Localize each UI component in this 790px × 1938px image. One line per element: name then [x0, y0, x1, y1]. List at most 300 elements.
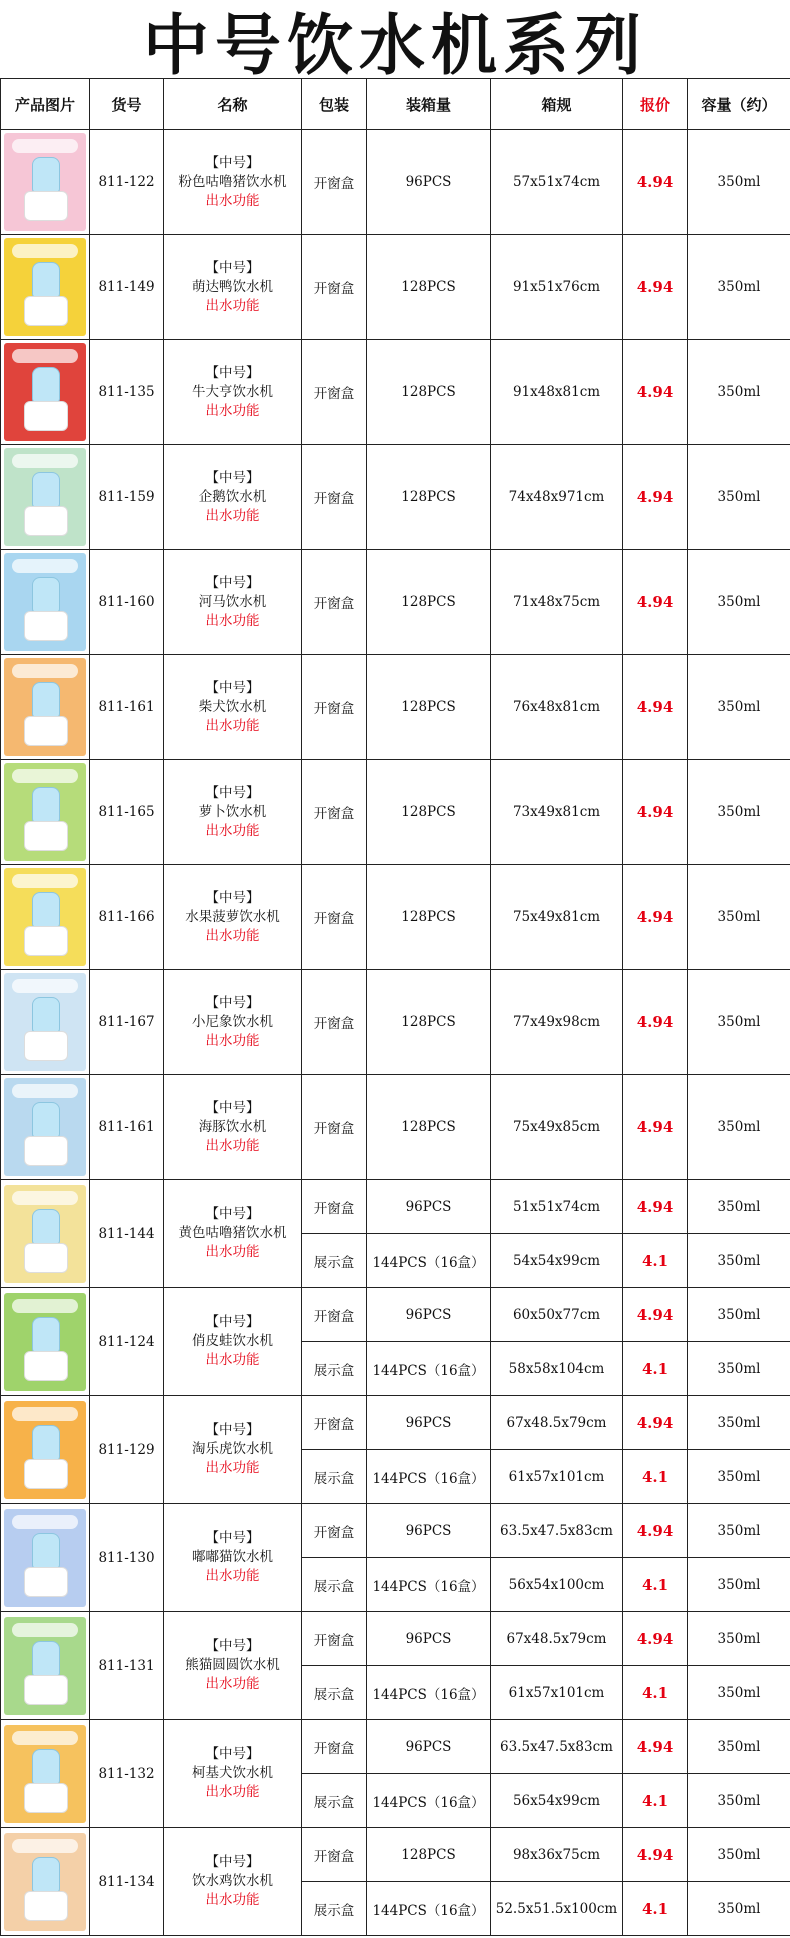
product-banner [12, 874, 78, 888]
product-feature: 出水功能 [205, 822, 260, 839]
dispenser-body-icon [24, 1459, 68, 1489]
product-feature: 出水功能 [205, 1460, 260, 1476]
dispenser-body-icon [24, 1243, 68, 1273]
quantity: 144PCS（16盒） [367, 1558, 491, 1612]
product-code: 811-144 [90, 1180, 164, 1288]
price: 4.94 [623, 655, 688, 760]
price: 4.94 [623, 865, 688, 970]
packaging: 开窗盒 [302, 1075, 367, 1180]
product-feature: 出水功能 [205, 1032, 260, 1049]
quantity: 144PCS（16盒） [367, 1882, 491, 1936]
table-row [1, 550, 790, 655]
product-image [4, 238, 86, 336]
product-banner [12, 1191, 78, 1205]
price: 4.94 [623, 970, 688, 1075]
table-row [1, 445, 790, 550]
water-bottle-icon [32, 472, 60, 508]
product-banner [12, 1407, 78, 1421]
quantity: 96PCS [367, 1504, 491, 1558]
header-price: 报价 [623, 79, 688, 130]
packaging: 开窗盒 [302, 1504, 367, 1558]
product-name-cell [164, 1504, 302, 1612]
price: 4.1 [623, 1774, 688, 1828]
product-feature: 出水功能 [205, 1568, 260, 1584]
box-size: 98x36x75cm [491, 1828, 623, 1882]
capacity: 350ml [688, 1450, 790, 1504]
packaging: 开窗盒 [302, 760, 367, 865]
water-bottle-icon [32, 367, 60, 403]
quantity: 144PCS（16盒） [367, 1450, 491, 1504]
product-code: 811-161 [90, 655, 164, 760]
product-image-cell [1, 1180, 90, 1288]
product-code: 811-134 [90, 1828, 164, 1936]
product-name: 俏皮蛙饮水机 [192, 1333, 273, 1349]
product-image [4, 343, 86, 441]
product-size: 【中号】 [205, 574, 260, 591]
table-row [1, 340, 790, 445]
table-body [1, 130, 790, 1936]
water-bottle-icon [32, 1209, 60, 1245]
product-feature: 出水功能 [205, 1352, 260, 1368]
product-image [4, 1833, 86, 1931]
product-image [4, 1725, 86, 1823]
quantity: 144PCS（16盒） [367, 1234, 491, 1288]
product-code: 811-135 [90, 340, 164, 445]
table-row [1, 1288, 790, 1342]
packaging: 开窗盒 [302, 1288, 367, 1342]
product-banner [12, 244, 78, 258]
table-row [1, 970, 790, 1075]
quantity: 96PCS [367, 1612, 491, 1666]
product-banner [12, 769, 78, 783]
box-size: 91x48x81cm [491, 340, 623, 445]
quantity: 128PCS [367, 1828, 491, 1882]
price: 4.1 [623, 1450, 688, 1504]
packaging: 展示盒 [302, 1234, 367, 1288]
product-image-cell [1, 1288, 90, 1396]
product-size: 【中号】 [205, 1422, 260, 1438]
packaging: 开窗盒 [302, 445, 367, 550]
product-image-cell [1, 130, 90, 235]
dispenser-body-icon [24, 1675, 68, 1705]
dispenser-body-icon [24, 1031, 68, 1061]
capacity: 350ml [688, 1720, 790, 1774]
product-image-cell [1, 235, 90, 340]
price: 4.94 [623, 1828, 688, 1882]
box-size: 67x48.5x79cm [491, 1612, 623, 1666]
quantity: 128PCS [367, 970, 491, 1075]
price: 4.94 [623, 340, 688, 445]
product-image [4, 133, 86, 231]
table-row [1, 1180, 790, 1234]
box-size: 75x49x81cm [491, 865, 623, 970]
capacity: 350ml [688, 1558, 790, 1612]
product-image [4, 1078, 86, 1176]
packaging: 开窗盒 [302, 130, 367, 235]
product-name: 淘乐虎饮水机 [192, 1441, 273, 1457]
product-code: 811-131 [90, 1612, 164, 1720]
price: 4.94 [623, 1720, 688, 1774]
product-image-cell [1, 970, 90, 1075]
product-size: 【中号】 [205, 1746, 260, 1762]
product-name: 熊猫圆圆饮水机 [185, 1657, 280, 1673]
packaging: 开窗盒 [302, 550, 367, 655]
product-name: 嘟嘟猫饮水机 [192, 1549, 273, 1565]
capacity: 350ml [688, 1666, 790, 1720]
quantity: 144PCS（16盒） [367, 1774, 491, 1828]
product-name: 水果菠萝饮水机 [185, 908, 280, 925]
dispenser-body-icon [24, 1351, 68, 1381]
product-name: 企鹅饮水机 [198, 488, 267, 505]
product-name: 饮水鸡饮水机 [192, 1873, 273, 1889]
packaging: 展示盒 [302, 1342, 367, 1396]
product-banner [12, 1623, 78, 1637]
product-code: 811-166 [90, 865, 164, 970]
packaging: 开窗盒 [302, 655, 367, 760]
capacity: 350ml [688, 1882, 790, 1936]
product-image-cell [1, 1504, 90, 1612]
product-code: 811-160 [90, 550, 164, 655]
capacity: 350ml [688, 1774, 790, 1828]
product-size: 【中号】 [205, 1099, 260, 1116]
packaging: 展示盒 [302, 1882, 367, 1936]
quantity: 96PCS [367, 1396, 491, 1450]
dispenser-body-icon [24, 401, 68, 431]
product-banner [12, 349, 78, 363]
price: 4.94 [623, 1288, 688, 1342]
product-name: 粉色咕噜猪饮水机 [178, 173, 287, 190]
product-banner [12, 979, 78, 993]
product-image-cell [1, 1075, 90, 1180]
product-name-cell [164, 130, 302, 235]
box-size: 63.5x47.5x83cm [491, 1720, 623, 1774]
product-image [4, 1617, 86, 1715]
price: 4.94 [623, 1612, 688, 1666]
product-banner [12, 1299, 78, 1313]
box-size: 54x54x99cm [491, 1234, 623, 1288]
quantity: 96PCS [367, 1720, 491, 1774]
price: 4.94 [623, 1504, 688, 1558]
product-size: 【中号】 [205, 1854, 260, 1870]
packaging: 开窗盒 [302, 340, 367, 445]
product-feature: 出水功能 [205, 717, 260, 734]
product-code: 811-129 [90, 1396, 164, 1504]
quantity: 96PCS [367, 1288, 491, 1342]
product-size: 【中号】 [205, 889, 260, 906]
capacity: 350ml [688, 550, 790, 655]
product-image-cell [1, 1828, 90, 1936]
water-bottle-icon [32, 1641, 60, 1677]
product-table [0, 78, 790, 1936]
price: 4.94 [623, 130, 688, 235]
dispenser-body-icon [24, 611, 68, 641]
quantity: 144PCS（16盒） [367, 1342, 491, 1396]
product-name: 牛大亨饮水机 [192, 383, 273, 400]
product-name-cell [164, 1396, 302, 1504]
price: 4.94 [623, 760, 688, 865]
table-row [1, 1612, 790, 1666]
dispenser-body-icon [24, 821, 68, 851]
product-name-cell [164, 1075, 302, 1180]
water-bottle-icon [32, 787, 60, 823]
water-bottle-icon [32, 1317, 60, 1353]
dispenser-body-icon [24, 1567, 68, 1597]
water-bottle-icon [32, 1102, 60, 1138]
dispenser-body-icon [24, 716, 68, 746]
product-code: 811-167 [90, 970, 164, 1075]
product-banner [12, 454, 78, 468]
table-row [1, 130, 790, 235]
product-name: 小尼象饮水机 [192, 1013, 273, 1030]
product-name-cell [164, 1828, 302, 1936]
dispenser-body-icon [24, 191, 68, 221]
product-banner [12, 664, 78, 678]
product-code: 811-165 [90, 760, 164, 865]
product-image [4, 1401, 86, 1499]
product-feature: 出水功能 [205, 1244, 260, 1260]
product-feature: 出水功能 [205, 192, 260, 209]
price: 4.94 [623, 445, 688, 550]
capacity: 350ml [688, 970, 790, 1075]
product-code: 811-124 [90, 1288, 164, 1396]
header-code: 货号 [90, 79, 164, 130]
price: 4.94 [623, 1396, 688, 1450]
header-image: 产品图片 [1, 79, 90, 130]
product-size: 【中号】 [205, 1638, 260, 1654]
dispenser-body-icon [24, 506, 68, 536]
product-feature: 出水功能 [205, 927, 260, 944]
box-size: 52.5x51.5x100cm [491, 1882, 623, 1936]
product-size: 【中号】 [205, 154, 260, 171]
table-row [1, 1075, 790, 1180]
price: 4.94 [623, 550, 688, 655]
packaging: 展示盒 [302, 1774, 367, 1828]
water-bottle-icon [32, 682, 60, 718]
price: 4.94 [623, 235, 688, 340]
product-name-cell [164, 1180, 302, 1288]
table-row [1, 1828, 790, 1882]
capacity: 350ml [688, 1828, 790, 1882]
water-bottle-icon [32, 1749, 60, 1785]
water-bottle-icon [32, 262, 60, 298]
packaging: 开窗盒 [302, 1180, 367, 1234]
product-image-cell [1, 1720, 90, 1828]
quantity: 128PCS [367, 235, 491, 340]
product-size: 【中号】 [205, 679, 260, 696]
capacity: 350ml [688, 1342, 790, 1396]
dispenser-body-icon [24, 1891, 68, 1921]
product-banner [12, 1731, 78, 1745]
price: 4.1 [623, 1666, 688, 1720]
product-banner [12, 1084, 78, 1098]
table-row [1, 1720, 790, 1774]
capacity: 350ml [688, 1396, 790, 1450]
water-bottle-icon [32, 997, 60, 1033]
packaging: 展示盒 [302, 1450, 367, 1504]
packaging: 开窗盒 [302, 1720, 367, 1774]
box-size: 63.5x47.5x83cm [491, 1504, 623, 1558]
product-image-cell [1, 1612, 90, 1720]
header-name: 名称 [164, 79, 302, 130]
header-capacity: 容量（约） [688, 79, 790, 130]
page-title: 中号饮水机系列 [143, 6, 647, 84]
product-image [4, 1509, 86, 1607]
box-size: 51x51x74cm [491, 1180, 623, 1234]
product-name: 河马饮水机 [198, 593, 267, 610]
product-image [4, 973, 86, 1071]
capacity: 350ml [688, 1180, 790, 1234]
quantity: 128PCS [367, 760, 491, 865]
product-banner [12, 139, 78, 153]
capacity: 350ml [688, 1075, 790, 1180]
product-name-cell [164, 340, 302, 445]
product-feature: 出水功能 [205, 1892, 260, 1908]
product-code: 811-132 [90, 1720, 164, 1828]
water-bottle-icon [32, 157, 60, 193]
water-bottle-icon [32, 1425, 60, 1461]
product-image-cell [1, 760, 90, 865]
price: 4.1 [623, 1882, 688, 1936]
price: 4.1 [623, 1342, 688, 1396]
packaging: 展示盒 [302, 1666, 367, 1720]
dispenser-body-icon [24, 1783, 68, 1813]
box-size: 76x48x81cm [491, 655, 623, 760]
water-bottle-icon [32, 577, 60, 613]
product-image [4, 1185, 86, 1283]
box-size: 56x54x100cm [491, 1558, 623, 1612]
quantity: 144PCS（16盒） [367, 1666, 491, 1720]
table-row [1, 655, 790, 760]
product-code: 811-122 [90, 130, 164, 235]
box-size: 91x51x76cm [491, 235, 623, 340]
table-row [1, 1396, 790, 1450]
product-size: 【中号】 [205, 259, 260, 276]
box-size: 60x50x77cm [491, 1288, 623, 1342]
product-feature: 出水功能 [205, 1137, 260, 1154]
capacity: 350ml [688, 655, 790, 760]
product-name: 萝卜饮水机 [198, 803, 267, 820]
product-banner [12, 1839, 78, 1853]
product-image-cell [1, 445, 90, 550]
packaging: 开窗盒 [302, 1396, 367, 1450]
box-size: 56x54x99cm [491, 1774, 623, 1828]
product-name-cell [164, 1288, 302, 1396]
quantity: 128PCS [367, 865, 491, 970]
price: 4.94 [623, 1180, 688, 1234]
capacity: 350ml [688, 760, 790, 865]
product-name-cell [164, 1720, 302, 1828]
product-feature: 出水功能 [205, 612, 260, 629]
capacity: 350ml [688, 1504, 790, 1558]
product-name-cell [164, 760, 302, 865]
quantity: 96PCS [367, 130, 491, 235]
product-code: 811-149 [90, 235, 164, 340]
capacity: 350ml [688, 1612, 790, 1666]
box-size: 61x57x101cm [491, 1666, 623, 1720]
capacity: 350ml [688, 1288, 790, 1342]
product-image-cell [1, 1396, 90, 1504]
box-size: 73x49x81cm [491, 760, 623, 865]
quantity: 128PCS [367, 655, 491, 760]
product-image [4, 658, 86, 756]
quantity: 96PCS [367, 1180, 491, 1234]
box-size: 77x49x98cm [491, 970, 623, 1075]
box-size: 57x51x74cm [491, 130, 623, 235]
dispenser-body-icon [24, 926, 68, 956]
product-banner [12, 559, 78, 573]
product-name: 海豚饮水机 [198, 1118, 267, 1135]
water-bottle-icon [32, 1857, 60, 1893]
product-feature: 出水功能 [205, 297, 260, 314]
price: 4.1 [623, 1234, 688, 1288]
price: 4.1 [623, 1558, 688, 1612]
capacity: 350ml [688, 445, 790, 550]
product-image-cell [1, 655, 90, 760]
product-image [4, 553, 86, 651]
product-name-cell [164, 865, 302, 970]
packaging: 开窗盒 [302, 235, 367, 340]
product-size: 【中号】 [205, 469, 260, 486]
product-image-cell [1, 865, 90, 970]
product-image [4, 1293, 86, 1391]
product-size: 【中号】 [205, 1314, 260, 1330]
header-quantity: 装箱量 [367, 79, 491, 130]
box-size: 74x48x971cm [491, 445, 623, 550]
product-feature: 出水功能 [205, 402, 260, 419]
product-feature: 出水功能 [205, 507, 260, 524]
table-row [1, 760, 790, 865]
product-feature: 出水功能 [205, 1784, 260, 1800]
table-row [1, 865, 790, 970]
box-size: 61x57x101cm [491, 1450, 623, 1504]
product-name-cell [164, 445, 302, 550]
packaging: 开窗盒 [302, 865, 367, 970]
table-row [1, 235, 790, 340]
product-banner [12, 1515, 78, 1529]
product-name-cell [164, 1612, 302, 1720]
capacity: 350ml [688, 865, 790, 970]
dispenser-body-icon [24, 296, 68, 326]
product-name: 萌达鸭饮水机 [192, 278, 273, 295]
dispenser-body-icon [24, 1136, 68, 1166]
product-feature: 出水功能 [205, 1676, 260, 1692]
header-box-size: 箱规 [491, 79, 623, 130]
packaging: 展示盒 [302, 1558, 367, 1612]
product-image [4, 868, 86, 966]
product-name-cell [164, 655, 302, 760]
product-image-cell [1, 340, 90, 445]
header-packaging: 包装 [302, 79, 367, 130]
box-size: 58x58x104cm [491, 1342, 623, 1396]
product-name: 柯基犬饮水机 [192, 1765, 273, 1781]
quantity: 128PCS [367, 445, 491, 550]
product-size: 【中号】 [205, 994, 260, 1011]
quantity: 128PCS [367, 550, 491, 655]
water-bottle-icon [32, 892, 60, 928]
product-name-cell [164, 970, 302, 1075]
product-name-cell [164, 235, 302, 340]
product-code: 811-159 [90, 445, 164, 550]
box-size: 75x49x85cm [491, 1075, 623, 1180]
quantity: 128PCS [367, 340, 491, 445]
capacity: 350ml [688, 235, 790, 340]
water-bottle-icon [32, 1533, 60, 1569]
product-image [4, 763, 86, 861]
packaging: 开窗盒 [302, 1612, 367, 1666]
product-size: 【中号】 [205, 364, 260, 381]
product-name-cell [164, 550, 302, 655]
product-code: 811-130 [90, 1504, 164, 1612]
